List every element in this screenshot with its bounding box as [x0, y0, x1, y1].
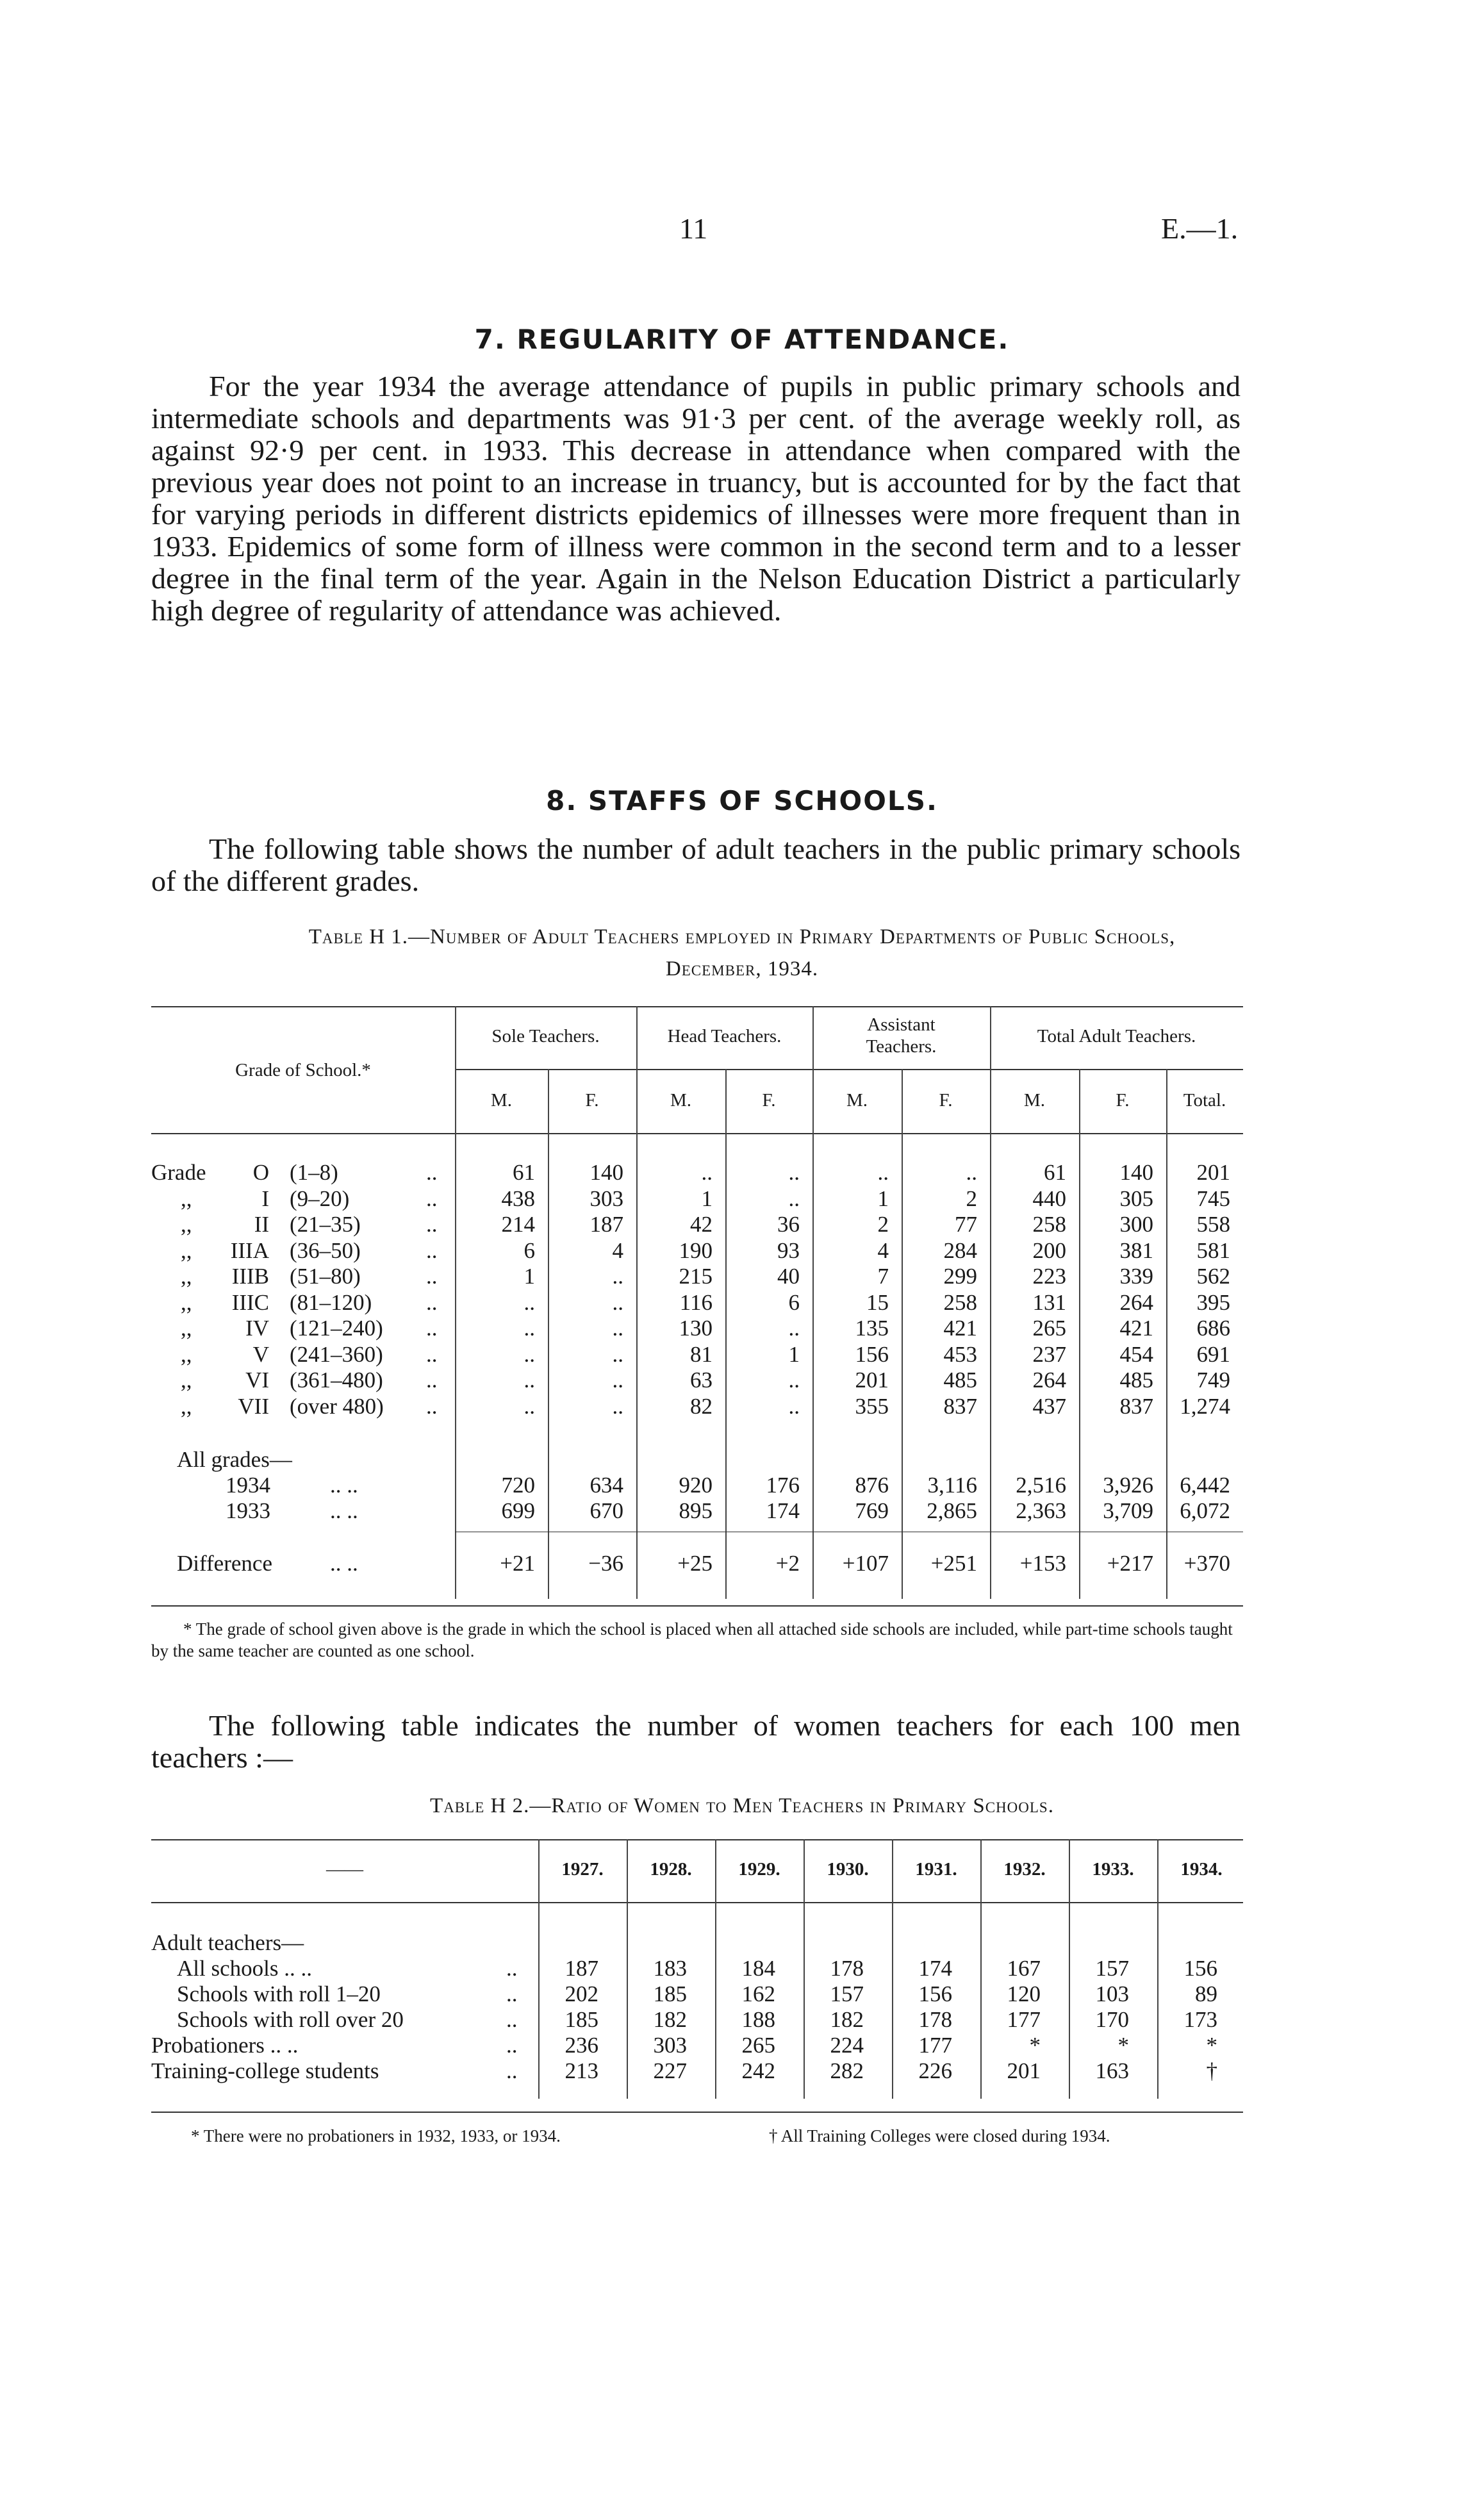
table-h1-row-value: 453 — [943, 1341, 977, 1367]
table-h2-year-header: 1933. — [1092, 1859, 1134, 1880]
table-h2-row-value: * — [1206, 2033, 1217, 2058]
table-h1-sub-header: Total. — [1183, 1090, 1226, 1111]
table-h1-difference-value: +217 — [1107, 1551, 1153, 1576]
table-h1-row-value: .. — [524, 1368, 535, 1393]
table-h1-year-row-value: 174 — [766, 1498, 800, 1523]
table-h2-row-value: 184 — [741, 1956, 775, 1981]
table-h1-row-value: 201 — [1196, 1160, 1230, 1185]
table-h1-row-value: 15 — [866, 1289, 889, 1315]
table-h1-caption-line2: December, 1934. — [665, 957, 819, 980]
table-h1-row-grade: V — [252, 1341, 269, 1367]
table-h1-row-value: 258 — [943, 1289, 977, 1315]
table-h1-row-value: 454 — [1119, 1341, 1153, 1367]
table-h1-all-grades-label: All grades— — [177, 1447, 292, 1472]
table-h1-row-value: 214 — [501, 1212, 535, 1237]
table-h2-year-header: 1934. — [1180, 1859, 1223, 1880]
table-h1-row-value: 7 — [877, 1264, 889, 1289]
table-h1-row-value: 300 — [1119, 1212, 1153, 1237]
table-h1-row-value: 284 — [943, 1237, 977, 1263]
table-h1-year-row-value: 769 — [855, 1498, 889, 1523]
table-h1-row-grade: IIIC — [231, 1289, 269, 1315]
table-h2-row-dots: .. — [506, 1956, 518, 1981]
table-h1-row-value: 187 — [589, 1212, 623, 1237]
table-h1-row-range: (51–80) — [290, 1264, 361, 1289]
table-h1-difference-value: +107 — [842, 1551, 889, 1576]
table-h1-row-value: 140 — [1119, 1160, 1153, 1185]
table-h2-row-value: 224 — [830, 2033, 864, 2058]
table-h1-row-value: .. — [524, 1341, 535, 1367]
table-h1-sub-header: F. — [1116, 1090, 1130, 1111]
table-h2-row-value: 173 — [1183, 2007, 1217, 2032]
table-h2-row-value: 177 — [1007, 2007, 1041, 2032]
table-h1-row-value: 264 — [1032, 1368, 1066, 1393]
table-h1-row-prefix: ,, — [181, 1237, 192, 1263]
table-h1-row-value: .. — [612, 1393, 623, 1419]
table-h2-row-value: 174 — [918, 1956, 952, 1981]
table-h1-row-value: 438 — [501, 1186, 535, 1211]
table-h1-year-row-value: 699 — [501, 1498, 535, 1523]
table-h2-row-value: 103 — [1095, 1981, 1129, 2006]
table-h2-row-value: 157 — [1095, 1956, 1129, 1981]
table-h1-group-header: Assistant Teachers. — [866, 1014, 937, 1057]
table-h1-sub-header: F. — [585, 1090, 599, 1111]
table-h1-difference-value: +370 — [1183, 1551, 1230, 1576]
table-h1-row-value: .. — [788, 1160, 800, 1185]
table-h1-row-value: .. — [524, 1393, 535, 1419]
table-h1-group-header: Sole Teachers. — [491, 1026, 600, 1046]
table-h1-row-value: 81 — [690, 1341, 713, 1367]
table-h1-row-value: 190 — [679, 1237, 713, 1263]
table-h1-row-value: 299 — [943, 1264, 977, 1289]
table-h1-row-value: 4 — [612, 1237, 623, 1263]
table-h1-row-value: 485 — [1119, 1368, 1153, 1393]
table-h1-row-value: 837 — [943, 1393, 977, 1419]
table-h2-group-label: Adult teachers— — [151, 1930, 304, 1955]
table-h1-row-value: 1 — [877, 1186, 889, 1211]
section-8-title: 8. STAFFS OF SCHOOLS. — [546, 785, 938, 816]
table-h1-row-value: 201 — [855, 1368, 889, 1393]
table-h1-row-value: 2 — [877, 1212, 889, 1237]
table-h1-year-row-value: 720 — [501, 1473, 535, 1498]
table-h1-row-dots: .. — [426, 1237, 438, 1263]
page-number: 11 — [679, 212, 708, 245]
table-h1-row-value: .. — [788, 1368, 800, 1393]
table-h1-year-row-value: 6,442 — [1180, 1473, 1230, 1498]
section-7-body: For the year 1934 the average attendance of pupils in public primary schools and intermediate schools and departments was 91·3 per cent. of the average weekly roll, as against 92·9 per cent. in 1933. This decrease in attendance when compared with the previous year does not point to an increase in truancy, but is accounted for by the fact that for varying periods in different districts epidemics of illnesses were more frequent than in 1933. Epidemics of some form of illness were common in the second term and to a lesser degree in the final term of the year. Again in the Nelson Education District a particularly high degree of regularity of attendance was achieved. — [151, 370, 1241, 627]
table-h2-row-value: 202 — [565, 1981, 598, 2006]
table-h1-row-value: 200 — [1032, 1237, 1066, 1263]
table-h1-sub-header: M. — [846, 1090, 868, 1111]
table-h2-year-header: 1931. — [915, 1859, 957, 1880]
table-h2-row-value: 213 — [565, 2058, 598, 2083]
table-h1-row-value: .. — [612, 1289, 623, 1315]
table-h1-row-value: .. — [524, 1289, 535, 1315]
table-h2-footnote-left: * There were no probationers in 1932, 1933, or 1934. — [191, 2126, 561, 2145]
table-h1-row-prefix: ,, — [181, 1368, 192, 1393]
table-h1-row-value: 135 — [855, 1316, 889, 1341]
table-h1-row-range: (over 480) — [290, 1393, 384, 1419]
table-h1-difference-value: +251 — [930, 1551, 977, 1576]
table-h1-year-row-value: 2,516 — [1016, 1473, 1066, 1498]
table-h1-sub-header: M. — [1023, 1090, 1046, 1111]
table-h1-group-header: Head Teachers. — [667, 1026, 782, 1046]
document-code: E.—1. — [1161, 212, 1239, 245]
table-h2-row-value: 242 — [741, 2058, 775, 2083]
table-h1-year-row-value: 6,072 — [1180, 1498, 1230, 1523]
table-h1-row-value: 40 — [777, 1264, 800, 1289]
table-h1-difference-dots: .. .. — [330, 1551, 358, 1576]
table-h1-row-prefix: ,, — [181, 1186, 192, 1211]
table-h2-row-value: 183 — [653, 1956, 687, 1981]
table-h1-row-value: .. — [612, 1264, 623, 1289]
table-h1-row-value: 131 — [1032, 1289, 1066, 1315]
table-h2-row-value: 163 — [1095, 2058, 1129, 2083]
table-h2-row-value: 282 — [830, 2058, 864, 2083]
table-h1-row-value: 395 — [1196, 1289, 1230, 1315]
table-h2-stub-header: —— — [326, 1859, 363, 1880]
table-h1-row-value: 93 — [777, 1237, 800, 1263]
table-h1-row-value: 61 — [1044, 1160, 1066, 1185]
table-h1-row-grade: VI — [245, 1368, 269, 1393]
table-h1-row-value: 1 — [524, 1264, 535, 1289]
table-h2-row-value: 162 — [741, 1981, 775, 2006]
table-h2-row-value: * — [1029, 2033, 1041, 2058]
table-h2-row-value: 201 — [1007, 2058, 1041, 2083]
table-h1-row-value: .. — [877, 1160, 889, 1185]
table-h2-row-label: Schools with roll 1–20 — [177, 1981, 381, 2006]
table-h1-row-value: 1,274 — [1180, 1393, 1230, 1419]
table-h1-row-value: 215 — [679, 1264, 713, 1289]
table-h2-row-dots: .. — [506, 2033, 518, 2058]
table-h1-row-value: 77 — [955, 1212, 977, 1237]
table-h1-row-value: 36 — [777, 1212, 800, 1237]
table-h1-row-value: .. — [788, 1186, 800, 1211]
table-h1-year-dots: .. .. — [330, 1473, 358, 1498]
table-h1-difference-value: +25 — [677, 1551, 713, 1576]
table-h2-row-value: 265 — [741, 2033, 775, 2058]
table-h1-row-grade: II — [254, 1212, 269, 1237]
table-h1-row-value: 4 — [877, 1237, 889, 1263]
table-h1-row-grade: IV — [245, 1316, 269, 1341]
table-h2-year-header: 1927. — [561, 1859, 604, 1880]
table-h1-row-prefix: ,, — [181, 1316, 192, 1341]
table-h2-row-value: 182 — [653, 2007, 687, 2032]
table-h1-row-value: 837 — [1119, 1393, 1153, 1419]
table-h1-group-header: Total Adult Teachers. — [1037, 1026, 1196, 1046]
table-h1-row-value: 581 — [1196, 1237, 1230, 1263]
table-h1-year-row-value: 3,709 — [1103, 1498, 1153, 1523]
table-h1-row-dots: .. — [426, 1264, 438, 1289]
table-h2-row-dots: .. — [506, 1981, 518, 2006]
table-h1-row-value: 440 — [1032, 1186, 1066, 1211]
table-h1-row-range: (361–480) — [290, 1368, 383, 1393]
table-h1-row-value: .. — [788, 1393, 800, 1419]
table-h1-row-value: 421 — [943, 1316, 977, 1341]
table-h1-row-value: 2 — [966, 1186, 977, 1211]
table-h1-row-prefix: ,, — [181, 1264, 192, 1289]
table-h1-sub-header: F. — [762, 1090, 776, 1111]
table-h1-row-value: 258 — [1032, 1212, 1066, 1237]
table-h1-row-range: (36–50) — [290, 1237, 361, 1263]
table-h1-row-value: 223 — [1032, 1264, 1066, 1289]
table-h2-row-dots: .. — [506, 2058, 518, 2083]
table-h1-row-value: 691 — [1196, 1341, 1230, 1367]
table-h2-row-value: 177 — [918, 2033, 952, 2058]
table-h1-row-dots: .. — [426, 1341, 438, 1367]
table-h1-row-range: (121–240) — [290, 1316, 383, 1341]
table-h1-row-range: (1–8) — [290, 1160, 338, 1185]
table-h1-row-dots: .. — [426, 1289, 438, 1315]
table-h1-row-value: 745 — [1196, 1186, 1230, 1211]
table-h1-row-dots: .. — [426, 1368, 438, 1393]
table-h1-year-row-value: 2,363 — [1016, 1498, 1066, 1523]
table-h1-year-label: 1934 — [226, 1473, 270, 1498]
table-h1-row-value: 264 — [1119, 1289, 1153, 1315]
table-h1-year-row-value: 920 — [679, 1473, 713, 1498]
table-h1-row-range: (241–360) — [290, 1341, 383, 1367]
table-h2-year-header: 1928. — [650, 1859, 692, 1880]
table-h1-year-row-value: 3,926 — [1103, 1473, 1153, 1498]
table-h1-row-dots: .. — [426, 1212, 438, 1237]
table-h1-difference-value: +21 — [500, 1551, 535, 1576]
table-h1-row-grade: IIIA — [230, 1237, 269, 1263]
table-h1-row-value: 237 — [1032, 1341, 1066, 1367]
table-h2-row-value: 185 — [653, 1981, 687, 2006]
table-h1-year-row-value: 3,116 — [927, 1473, 977, 1498]
table-h1-row-value: 355 — [855, 1393, 889, 1419]
table-h1-row-grade: I — [261, 1186, 269, 1211]
table-h1-year-row-value: 2,865 — [927, 1498, 977, 1523]
table-h1-row-value: 381 — [1119, 1237, 1153, 1263]
table-h1-row-value: .. — [701, 1160, 713, 1185]
table-h2-footnote-right: † All Training Colleges were closed during 1934. — [769, 2126, 1110, 2145]
table-h2-row-value: 226 — [918, 2058, 952, 2083]
table-h1-year-row-value: 634 — [589, 1473, 623, 1498]
table-h1-sub-header: M. — [490, 1090, 513, 1111]
table-h1-year-row-value: 176 — [766, 1473, 800, 1498]
table-h1-row-dots: .. — [426, 1393, 438, 1419]
table-h2-top-rule — [151, 1839, 1243, 1840]
table-h1-row-value: 116 — [679, 1289, 713, 1315]
table-h1-difference-value: +153 — [1019, 1551, 1066, 1576]
table-h1-footnote: * The grade of school given above is the grade in which the school is placed when all attached side schools are included, while part-time schools taught by the same teacher are counted as one school. — [151, 1619, 1233, 1660]
table-h1-row-value: 686 — [1196, 1316, 1230, 1341]
table-h2-row-value: 156 — [1183, 1956, 1217, 1981]
table-h2-row-value: 156 — [918, 1981, 952, 2006]
table-h2-header-rule — [151, 1902, 1243, 1903]
table-h1-row-value: 485 — [943, 1368, 977, 1393]
table-h2-row-value: 178 — [918, 2007, 952, 2032]
table-h2-row-value: * — [1117, 2033, 1129, 2058]
table-h2-row-label: All schools .. .. — [177, 1956, 312, 1981]
table-h2-row-value: 89 — [1195, 1981, 1217, 2006]
table-h1-row-grade: VII — [238, 1393, 269, 1419]
table-h2-row-label: Probationers .. .. — [151, 2033, 299, 2058]
table-h2-row-value: 185 — [565, 2007, 598, 2032]
table-h1-row-value: .. — [788, 1316, 800, 1341]
table-h1-difference-label: Difference — [177, 1551, 272, 1576]
table-h1-stub-header: Grade of School.* — [235, 1060, 371, 1080]
table-h1-row-value: .. — [524, 1316, 535, 1341]
table-h2-row-value: 167 — [1007, 1956, 1041, 1981]
table-h2-row-value: 157 — [830, 1981, 864, 2006]
table-h1-row-prefix: Grade — [151, 1160, 206, 1185]
table-h1-row-value: 156 — [855, 1341, 889, 1367]
table-h1-row-range: (9–20) — [290, 1186, 350, 1211]
table-h1-row-value: 42 — [690, 1212, 713, 1237]
table-h1-row-grade: IIIB — [231, 1264, 269, 1289]
table-h2-year-header: 1932. — [1003, 1859, 1046, 1880]
table-h2-year-header: 1930. — [827, 1859, 869, 1880]
table-h2-row-value: 178 — [830, 1956, 864, 1981]
table-h1-year-label: 1933 — [226, 1498, 270, 1523]
table-h1-row-prefix: ,, — [181, 1393, 192, 1419]
table-h1-row-value: 437 — [1032, 1393, 1066, 1419]
table-h1-row-value: 63 — [690, 1368, 713, 1393]
table-h2-year-header: 1929. — [738, 1859, 780, 1880]
table-h2-row-value: 182 — [830, 2007, 864, 2032]
table-h2-row-value: 120 — [1007, 1981, 1041, 2006]
table-h1-row-value: 421 — [1119, 1316, 1153, 1341]
table-h1-row-value: 130 — [679, 1316, 713, 1341]
table-h2-row-value: 188 — [741, 2007, 775, 2032]
table-h1-year-row-value: 876 — [855, 1473, 889, 1498]
table-h1-row-value: 1 — [701, 1186, 713, 1211]
table-h1-row-value: 6 — [788, 1289, 800, 1315]
table-h1-year-row-value: 895 — [679, 1498, 713, 1523]
table-h1-row-value: 749 — [1196, 1368, 1230, 1393]
table-h1-row-value: 305 — [1119, 1186, 1153, 1211]
table-h1-difference-value: +2 — [775, 1551, 800, 1576]
table-h1-year-row-value: 670 — [589, 1498, 623, 1523]
table-h1-row-range: (81–120) — [290, 1289, 372, 1315]
table-h1-sub-header: F. — [939, 1090, 953, 1111]
table-h1-row-value: 6 — [524, 1237, 535, 1263]
table-h1-row-value: 82 — [690, 1393, 713, 1419]
table-h2-row-dots: .. — [506, 2007, 518, 2032]
table-h1-row-value: 140 — [589, 1160, 623, 1185]
table-h2-row-value: 170 — [1095, 2007, 1129, 2032]
table-h2-row-label: Training-college students — [151, 2058, 379, 2083]
table-h1-caption-line1: Table H 1.—Number of Adult Teachers employed in Primary Departments of Public Schools, — [308, 925, 1176, 948]
table-h1-row-value: 1 — [788, 1341, 800, 1367]
table-h1-row-value: 339 — [1119, 1264, 1153, 1289]
table-h2-row-value: 303 — [653, 2033, 687, 2058]
table-h2-caption: Table H 2.—Ratio of Women to Men Teachers in Primary Schools. — [430, 1794, 1054, 1817]
table-h2-row-value: 236 — [565, 2033, 598, 2058]
table-h1-row-dots: .. — [426, 1160, 438, 1185]
table-h2-row-value: 227 — [653, 2058, 687, 2083]
table-h1-year-dots: .. .. — [330, 1498, 358, 1523]
table-h1-row-range: (21–35) — [290, 1212, 361, 1237]
table-h1-difference-value: −36 — [588, 1551, 623, 1576]
section-8-intro: The following table shows the number of adult teachers in the public primary schools of the different grades. — [151, 832, 1241, 897]
table-h2-row-label: Schools with roll over 20 — [177, 2007, 404, 2032]
section-7-title: 7. REGULARITY OF ATTENDANCE. — [474, 324, 1010, 355]
table-h1-row-value: .. — [612, 1368, 623, 1393]
table-h1-row-dots: .. — [426, 1316, 438, 1341]
table-h1-row-prefix: ,, — [181, 1341, 192, 1367]
table-h1-sub-header: M. — [670, 1090, 692, 1111]
table-h1-row-value: .. — [612, 1341, 623, 1367]
table-h1-row-value: 558 — [1196, 1212, 1230, 1237]
table-h1-row-grade: O — [252, 1160, 269, 1185]
ratio-intro: The following table indicates the number of women teachers for each 100 men teachers :— — [151, 1709, 1241, 1774]
table-h1-row-value: 562 — [1196, 1264, 1230, 1289]
table-h2-row-value: 187 — [565, 1956, 598, 1981]
table-h1-row-value: 303 — [589, 1186, 623, 1211]
table-h1-row-value: 265 — [1032, 1316, 1066, 1341]
table-h1-row-prefix: ,, — [181, 1289, 192, 1315]
table-h1-row-value: .. — [612, 1316, 623, 1341]
table-h1-row-dots: .. — [426, 1186, 438, 1211]
table-h2-bottom-rule — [151, 2112, 1243, 2113]
table-h1-row-value: .. — [966, 1160, 977, 1185]
table-h1-row-value: 61 — [513, 1160, 535, 1185]
table-h1-row-prefix: ,, — [181, 1212, 192, 1237]
table-h2-row-value: † — [1206, 2058, 1217, 2083]
